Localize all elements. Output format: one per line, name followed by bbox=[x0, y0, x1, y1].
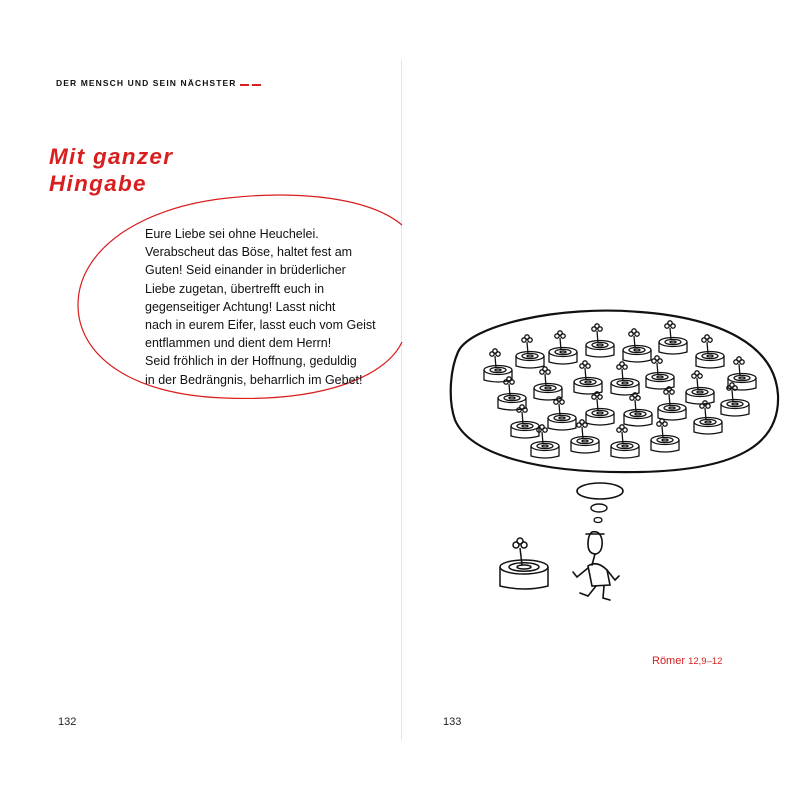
tree-stump-icon bbox=[694, 401, 722, 434]
quote-line: Guten! Seid einander in brüderlicher bbox=[145, 263, 346, 278]
page-number-right: 133 bbox=[443, 716, 462, 728]
quote-line: Verabscheut das Böse, haltet fest am bbox=[145, 245, 353, 260]
title-line-2: Hingabe bbox=[49, 171, 147, 196]
tree-stump-icon bbox=[658, 387, 686, 420]
quote-line: gegenseitiger Achtung! Lasst nicht bbox=[145, 299, 336, 314]
quote-line: entflammen und dient dem Herrn! bbox=[145, 336, 332, 351]
tree-stump-icon bbox=[728, 357, 756, 390]
tree-stump-icon bbox=[516, 335, 544, 368]
tree-stump-icon bbox=[586, 324, 614, 357]
quote-line: Liebe zugetan, übertrefft euch in bbox=[145, 281, 325, 296]
quote-line: in der Bedrängnis, beharrlich im Gebet! bbox=[145, 372, 363, 387]
tree-stump-icon bbox=[611, 362, 639, 395]
reference-book: Römer bbox=[652, 655, 686, 667]
tree-stump-icon bbox=[549, 331, 577, 364]
tree-stump-icon bbox=[696, 335, 724, 368]
quote-line: nach in eurem Eifer, lasst euch vom Geist bbox=[145, 318, 376, 333]
tree-stump-icon bbox=[534, 367, 562, 400]
tree-stump-icon bbox=[548, 397, 576, 430]
reference-verses: 12,9–12 bbox=[688, 656, 723, 667]
quote-line: Eure Liebe sei ohne Heuchelei. bbox=[145, 227, 319, 241]
tree-stump-icon bbox=[574, 361, 602, 394]
tree-stump-icon bbox=[623, 329, 651, 362]
tree-stump-icon bbox=[686, 371, 714, 404]
bible-reference bbox=[652, 655, 722, 667]
tree-stump-icon bbox=[624, 393, 652, 426]
tree-stump-icon bbox=[651, 419, 679, 452]
tree-stump-icon bbox=[586, 392, 614, 425]
page-number-left: 132 bbox=[58, 716, 77, 728]
tree-stump-icon bbox=[611, 425, 639, 458]
tree-stump-icon bbox=[659, 321, 687, 354]
tree-stump-icon bbox=[721, 383, 749, 416]
quote-line: Seid fröhlich in der Hoffnung, geduldig bbox=[145, 354, 357, 369]
section-header: DER MENSCH UND SEIN NÄCHSTER bbox=[56, 78, 237, 88]
title-line-1: Mit ganzer bbox=[49, 144, 174, 169]
